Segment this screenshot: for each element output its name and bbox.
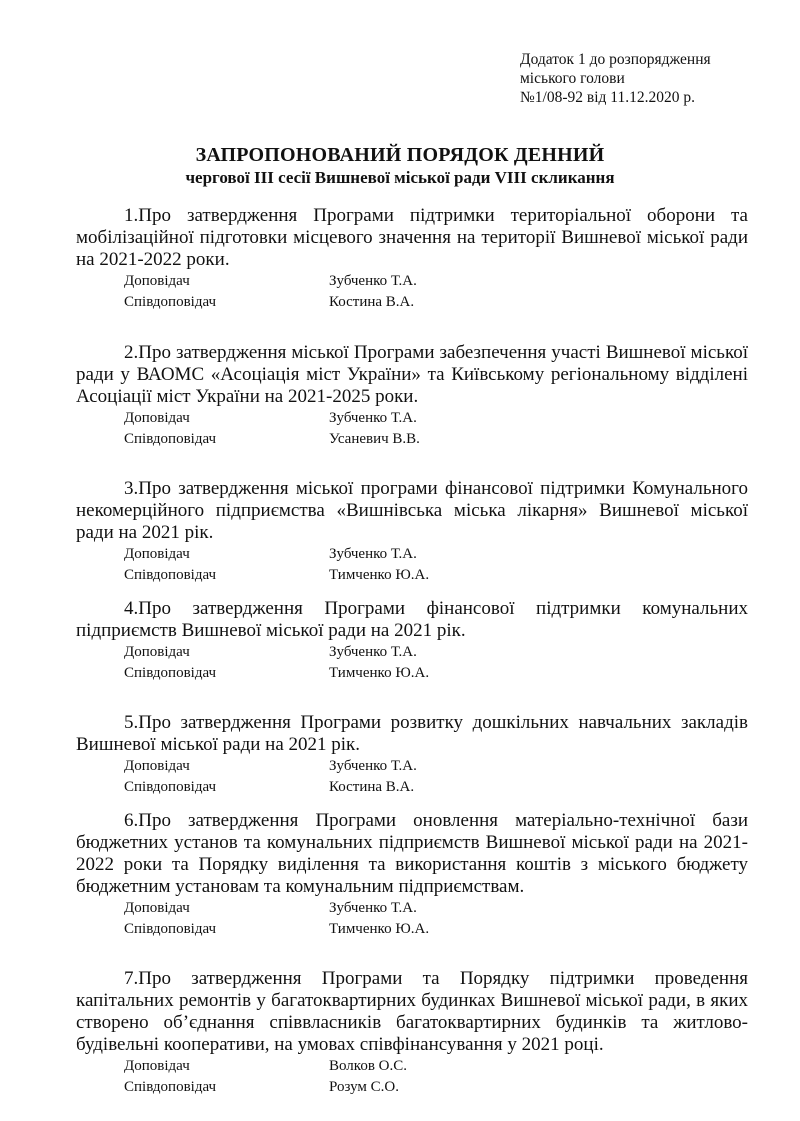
agenda-list [76, 205, 748, 1098]
speaker-role: Доповідач [124, 1058, 190, 1074]
cospeaker-role: Співдоповідач [124, 1079, 217, 1095]
speaker-row [76, 1056, 748, 1077]
agenda-item-text: 4.Про затвердження Програми фінансової підтримки комунальних підприємств Вишневої міської ради на 2021 рік. [76, 598, 748, 641]
cospeaker-name: Тимченко Ю.А. [329, 921, 430, 937]
cospeaker-role: Співдоповідач [124, 294, 217, 310]
addendum-line: Додаток 1 до розпорядження [520, 51, 711, 68]
agenda-item [76, 968, 748, 1098]
agenda-item-text: 1.Про затвердження Програми підтримки територіальної оборони та мобілізаційної підготовки місцевого значення на території Вишневої міської ради на 2021-2022 роки. [76, 205, 748, 270]
speaker-name: Волков О.С. [329, 1058, 407, 1074]
cospeaker-row [76, 292, 748, 313]
agenda-item-text: 3.Про затвердження міської програми фінансової підтримки Комунального некомерційного підприємства «Вишнівська міська лікарня» Вишневої міської ради на 2021 рік. [76, 478, 748, 543]
speaker-row [76, 756, 748, 777]
cospeaker-role: Співдоповідач [124, 431, 217, 447]
agenda-item-text: 5.Про затвердження Програми розвитку дошкільних навчальних закладів Вишневої міської ради на 2021 рік. [76, 712, 748, 755]
cospeaker-row [76, 663, 748, 684]
agenda-item [76, 810, 748, 940]
document-title [0, 143, 800, 189]
speaker-name: Зубченко Т.А. [329, 900, 417, 916]
cospeaker-name: Усаневич В.В. [329, 431, 420, 447]
addendum-note [520, 50, 711, 107]
agenda-item [76, 598, 748, 684]
speaker-role: Доповідач [124, 273, 190, 289]
speaker-name: Зубченко Т.А. [329, 410, 417, 426]
speaker-row [76, 408, 748, 429]
agenda-item [76, 712, 748, 798]
cospeaker-name: Костина В.А. [329, 294, 415, 310]
title-main: ЗАПРОПОНОВАНИЙ ПОРЯДОК ДЕННИЙ [195, 144, 605, 166]
cospeaker-row [76, 1077, 748, 1098]
speaker-name: Зубченко Т.А. [329, 273, 417, 289]
agenda-item-text: 7.Про затвердження Програми та Порядку підтримки проведення капітальних ремонтів у багатоквартирних будинках Вишневої міської ради, в яких створено об’єднання співвласників багатоквартирних будинків та житлово-будівельні кооперативи, на умовах співфінансування у 2021 році. [76, 968, 748, 1055]
speaker-row [76, 642, 748, 663]
addendum-line: міського голови [520, 70, 625, 87]
cospeaker-name: Тимченко Ю.А. [329, 665, 430, 681]
cospeaker-role: Співдоповідач [124, 567, 217, 583]
agenda-item-text: 6.Про затвердження Програми оновлення матеріально-технічної бази бюджетних установ та комунальних підприємств Вишневої міської ради на 2021-2022 роки та Порядку виділення та використання коштів з міського бюджету бюджетним установам та комунальним підприємствам. [76, 810, 748, 897]
cospeaker-role: Співдоповідач [124, 779, 217, 795]
cospeaker-row [76, 429, 748, 450]
cospeaker-row [76, 919, 748, 940]
speaker-role: Доповідач [124, 644, 190, 660]
speaker-row [76, 271, 748, 292]
agenda-item [76, 205, 748, 313]
agenda-item [76, 478, 748, 586]
speaker-name: Зубченко Т.А. [329, 546, 417, 562]
cospeaker-role: Співдоповідач [124, 921, 217, 937]
cospeaker-row [76, 565, 748, 586]
speaker-role: Доповідач [124, 758, 190, 774]
cospeaker-name: Розум С.О. [329, 1079, 399, 1095]
title-sub: чергової ІІІ сесії Вишневої міської ради VІІІ скликання [185, 168, 615, 187]
cospeaker-row [76, 777, 748, 798]
cospeaker-role: Співдоповідач [124, 665, 217, 681]
speaker-role: Доповідач [124, 546, 190, 562]
cospeaker-name: Костина В.А. [329, 779, 415, 795]
cospeaker-name: Тимченко Ю.А. [329, 567, 430, 583]
speaker-name: Зубченко Т.А. [329, 758, 417, 774]
agenda-item [76, 342, 748, 450]
speaker-row [76, 544, 748, 565]
speaker-role: Доповідач [124, 900, 190, 916]
addendum-line: №1/08-92 від 11.12.2020 р. [520, 89, 695, 106]
agenda-item-text: 2.Про затвердження міської Програми забезпечення участі Вишневої міської ради у ВАОМС «Асоціація міст України» та Київському регіональному відділені Асоціації міст України на 2021-2025 роки. [76, 342, 748, 407]
speaker-row [76, 898, 748, 919]
speaker-role: Доповідач [124, 410, 190, 426]
speaker-name: Зубченко Т.А. [329, 644, 417, 660]
